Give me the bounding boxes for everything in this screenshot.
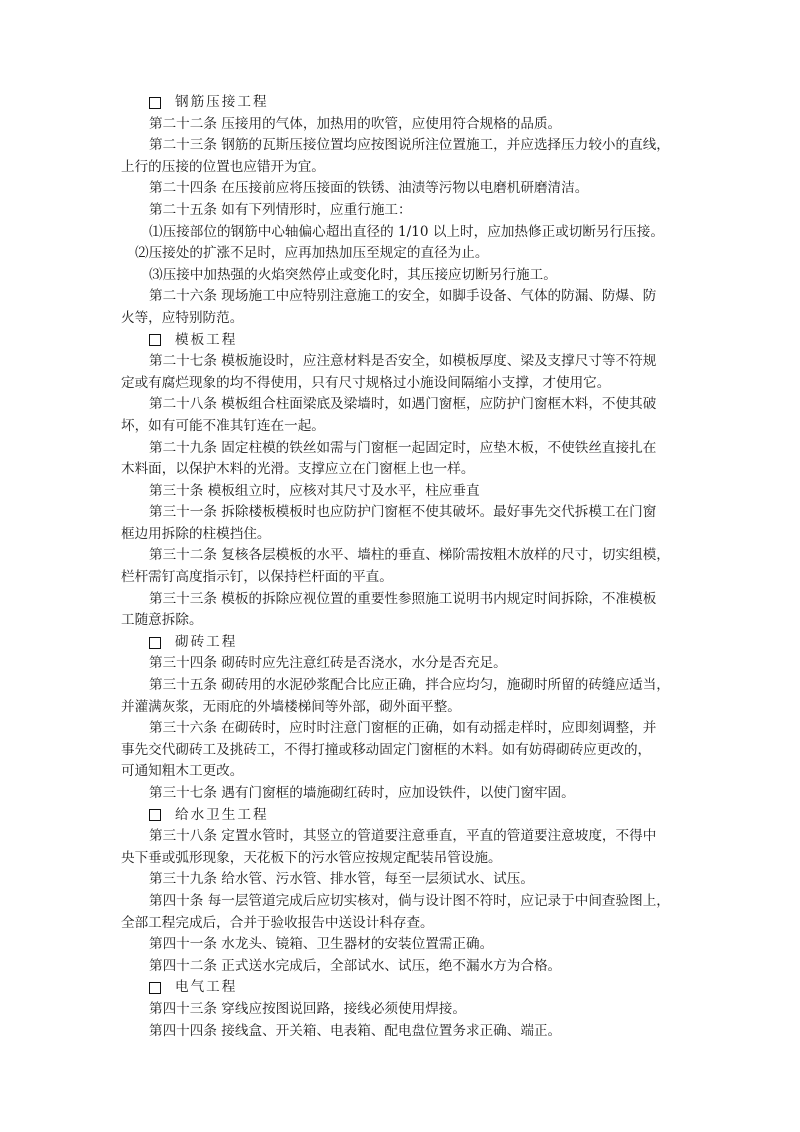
text-line: ⑴压接部位的钢筋中心轴偏心超出直径的 1/10 以上时，应加热修正或切断另行压接。 [149,223,664,240]
text-line: 第三十九条 给水管、污水管、排水管，每至一层须试水、试压。 [149,871,534,888]
section-title: 给水卫生工程 [175,806,269,823]
text-line: 工随意拆除。 [121,612,203,629]
checkbox-square-icon [149,637,161,649]
text-line: 第三十三条 模板的拆除应视位置的重要性参照施工说明书内规定时间拆除，不准模板 [149,590,657,607]
text-line: 第三十一条 拆除楼板模板时也应防护门窗框不使其破坏。最好事先交代拆模工在门窗 [149,504,657,521]
text-line: 可通知粗木工更改。 [121,763,244,780]
text-line: 第二十八条 模板组合柱面梁底及梁墙时，如遇门窗框，应防护门窗框木料，不使其破 [149,396,657,413]
checkbox-square-icon [149,334,161,346]
text-line: 第四十四条 接线盒、开关箱、电表箱、配电盘位置务求正确、端正。 [149,1022,562,1039]
checkbox-square-icon [149,982,161,994]
text-line: 全部工程完成后，合并于验收报告中送设计科存查。 [121,914,434,931]
checkbox-square-icon [149,97,161,109]
text-line: 第三十二条 复核各层模板的水平、墙柱的垂直、梯阶需按粗木放样的尺寸，切实组模， [149,547,670,564]
text-line: 第四十二条 正式送水完成后，全部试水、试压，绝不漏水方为合格。 [149,957,562,974]
text-line: 第三十条 模板组立时，应核对其尺寸及水平，柱应垂直 [149,482,480,499]
text-line: 定或有腐烂现象的均不得使用，只有尺寸规格过小施设间隔缩小支撑，才使用它。 [121,374,611,391]
text-line: 第四十一条 水龙头、镜箱、卫生器材的安装位置需正确。 [149,936,494,953]
text-line: 栏杆需钉高度指示钉，以保持栏杆面的平直。 [121,569,393,586]
section-heading [121,805,691,827]
text-line: 第二十五条 如有下列情形时，应重行施工： [149,201,412,218]
text-line: 第三十五条 砌砖用的水泥砂浆配合比应正确，拌合应均匀，施砌时所留的砖缝应适当， [149,677,670,694]
text-line: 第三十八条 定置水管时，其竖立的管道要注意垂直，平直的管道要注意坡度，不得中 [149,828,657,845]
section-heading [121,330,691,352]
text-line: 坏，如有可能不准其钉连在一起。 [121,417,325,434]
text-line: 第二十六条 现场施工中应特别注意施工的安全，如脚手设备、气体的防漏、防爆、防 [149,288,657,305]
document-body [121,92,691,1042]
text-line: ⑵压接处的扩涨不足时，应再加热加压至规定的直径为止。 [135,245,489,262]
text-line: 第二十九条 固定柱模的铁丝如需与门窗框一起固定时，应垫木板，不使铁丝直接扎在 [149,439,657,456]
text-line: 第三十四条 砌砖时应先注意红砖是否浇水，水分是否充足。 [149,655,507,672]
text-line: 第二十七条 模板施设时，应注意材料是否安全，如模板厚度、梁及支撑尺寸等不符规 [149,353,657,370]
text-line: 并灌满灰浆，无雨庇的外墙楼梯间等外部，砌外面平整。 [121,698,461,715]
text-line: ⑶压接中加热强的火焰突然停止或变化时，其压接应切断另行施工。 [149,266,557,283]
section-title: 电气工程 [175,979,238,996]
text-line: 央下垂或弧形现象，天花板下的污水管应按规定配装吊管设施。 [121,849,502,866]
text-line: 第三十六条 在砌砖时，应时时注意门窗框的正确，如有动摇走样时，应即刻调整，并 [149,720,657,737]
section-title: 钢筋压接工程 [175,94,269,110]
text-line: 第三十七条 遇有门窗框的墙施砌红砖时，应加设铁件，以使门窗牢固。 [149,785,575,801]
text-line: 事先交代砌砖工及挑砖工，不得打撞或移动固定门窗框的木料。如有妨碍砌砖应更改的， [121,741,652,758]
text-line: 木料面，以保护木料的光滑。支撑应立在门窗框上也一样。 [121,461,475,478]
text-line: 火等，应特别防范。 [121,309,244,326]
text-line: 第二十三条 钢筋的瓦斯压接位置均应按图说所注位置施工，并应选择压力较小的直线， [149,137,670,154]
section-title: 模板工程 [175,331,238,348]
section-heading [121,632,691,654]
text-line: 第四十条 每一层管道完成后应切实核对，倘与设计图不符时，应记录于中间查验图上， [149,892,670,909]
text-line: 第二十四条 在压接前应将压接面的铁锈、油渍等污物以电磨机研磨清洁。 [149,180,589,197]
text-line: 上行的压接的位置也应错开为宜。 [121,158,325,175]
text-line: 第四十三条 穿线应按图说回路，接线必须使用焊接。 [149,1000,466,1017]
text-line: 第二十二条 压接用的气体，加热用的吹管，应使用符合规格的品质。 [149,115,562,132]
section-title: 砌砖工程 [175,633,238,650]
section-heading [121,92,691,114]
checkbox-square-icon [149,809,161,821]
section-heading [121,977,691,999]
text-line: 框边用拆除的柱模挡住。 [121,525,271,542]
